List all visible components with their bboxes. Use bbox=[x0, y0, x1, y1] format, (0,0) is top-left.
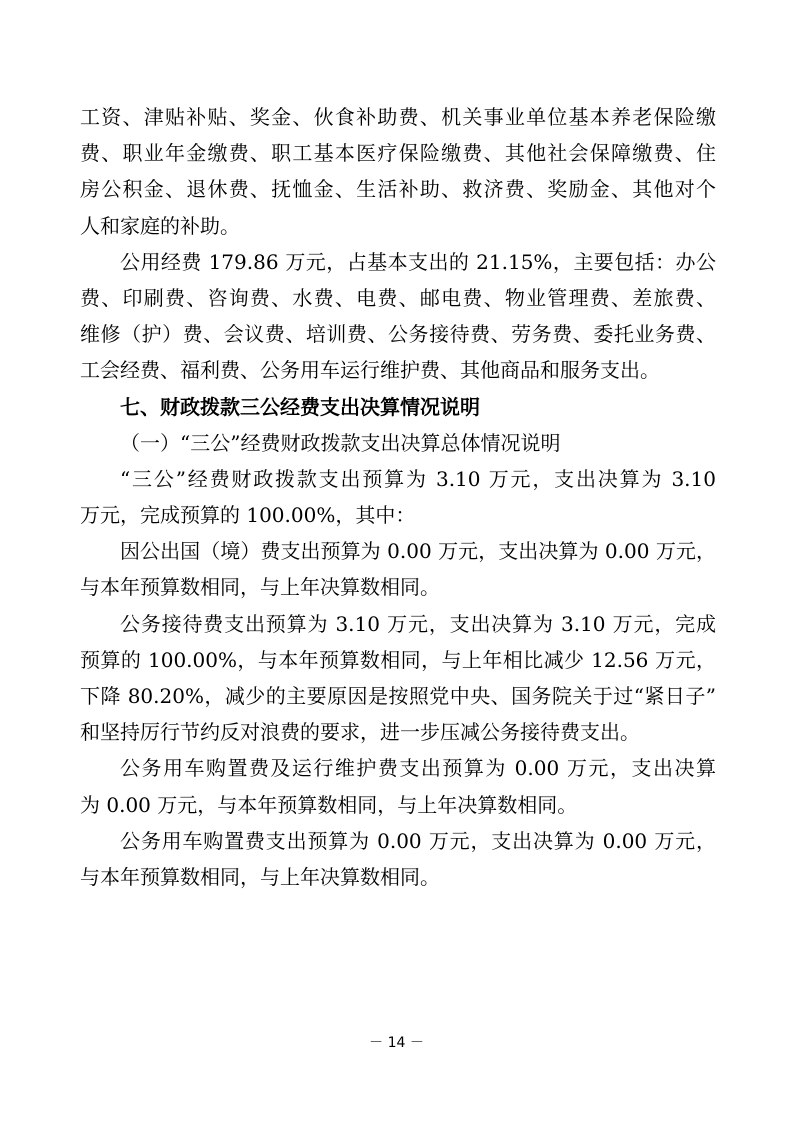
text-line-20: 为 0.00 万元，与本年预算数相同，与上年决算数相同。 bbox=[80, 792, 578, 817]
text-line-22: 与本年预算数相同，与上年决算数相同。 bbox=[80, 864, 440, 889]
text-line-7: 维修（护）费、会议费、培训费、公务接待费、劳务费、委托业务费、 bbox=[80, 322, 716, 347]
text-line-11: “三公”经费财政拨款支出预算为 3.10 万元，支出决算为 3.10 bbox=[120, 466, 716, 491]
page-number: － 14 － bbox=[369, 1035, 424, 1051]
text-line-16: 预算的 100.00%，与本年预算数相同，与上年相比减少 12.56 万元， bbox=[80, 647, 716, 672]
text-line-4: 人和家庭的补助。 bbox=[80, 213, 240, 238]
text-line-17: 下降 80.20%，减少的主要原因是按照党中央、国务院关于过“紧日子” bbox=[80, 684, 716, 708]
text-line-18: 和坚持厉行节约反对浪费的要求，进一步压减公务接待费支出。 bbox=[80, 720, 640, 745]
section-heading: 七、财政拨款三公经费支出决算情况说明 bbox=[120, 394, 480, 419]
text-line-3: 房公积金、退休费、抚恤金、生活补助、救济费、奖励金、其他对个 bbox=[80, 177, 716, 202]
text-line-15: 公务接待费支出预算为 3.10 万元，支出决算为 3.10 万元，完成 bbox=[120, 611, 716, 636]
document-body bbox=[80, 99, 716, 895]
text-line-6: 费、印刷费、咨询费、水费、电费、邮电费、物业管理费、差旅费、 bbox=[80, 285, 716, 310]
text-line-8: 工会经费、福利费、公务用车运行维护费、其他商品和服务支出。 bbox=[80, 358, 660, 383]
text-line-12: 万元，完成预算的 100.00%，其中： bbox=[80, 503, 416, 528]
text-line-14: 与本年预算数相同，与上年决算数相同。 bbox=[80, 575, 440, 600]
text-line-13: 因公出国（境）费支出预算为 0.00 万元，支出决算为 0.00 万元， bbox=[120, 539, 716, 564]
text-line-1: 工资、津贴补贴、奖金、伙食补助费、机关事业单位基本养老保险缴 bbox=[80, 105, 716, 129]
text-line-21: 公务用车购置费支出预算为 0.00 万元，支出决算为 0.00 万元， bbox=[120, 828, 716, 853]
text-line-2: 费、职业年金缴费、职工基本医疗保险缴费、其他社会保障缴费、住 bbox=[80, 141, 716, 166]
subsection-heading: （一）“三公”经费财政拨款支出决算总体情况说明 bbox=[120, 430, 561, 455]
text-line-5: 公用经费 179.86 万元，占基本支出的 21.15%，主要包括：办公 bbox=[120, 249, 716, 274]
text-line-19: 公务用车购置费及运行维护费支出预算为 0.00 万元，支出决算 bbox=[120, 756, 716, 781]
